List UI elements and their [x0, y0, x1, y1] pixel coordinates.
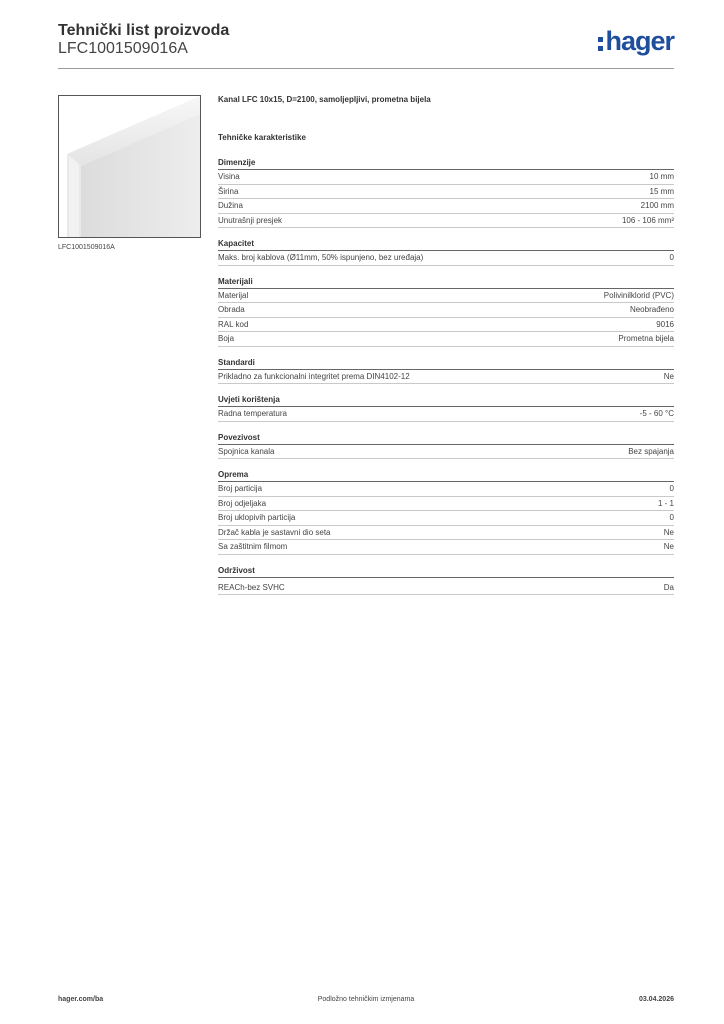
spec-value: Neobrađeno	[629, 305, 674, 314]
spec-value: Da	[663, 582, 674, 592]
spec-value: Polivinilklorid (PVC)	[603, 290, 674, 300]
section-title: Održivost	[218, 565, 674, 578]
spec-value: 106 - 106 mm²	[621, 215, 674, 225]
spec-row	[218, 289, 674, 304]
section-povezivost	[218, 432, 674, 460]
spec-row	[218, 303, 674, 318]
spec-label: Širina	[218, 186, 239, 196]
spec-label: Sa zaštitnim filmom	[218, 542, 288, 551]
spec-value: Ne	[663, 371, 674, 381]
section-title: Povezivost	[218, 432, 674, 445]
product-image	[58, 95, 201, 238]
logo-colon-icon	[598, 37, 603, 51]
document-title: Tehnički list proizvoda	[58, 22, 230, 39]
section-kapacitet	[218, 238, 674, 266]
spec-value: 1 - 1	[657, 498, 674, 508]
spec-row	[218, 497, 674, 512]
spec-label: Materijal	[218, 290, 249, 300]
spec-label: Broj odjeljaka	[218, 498, 267, 508]
spec-label: Unutrašnji presjek	[218, 215, 283, 225]
footer-date: 03.04.2026	[638, 996, 674, 1003]
spec-row	[218, 370, 674, 385]
product-name: Kanal LFC 10x15, D=2100, samoljepljivi, prometna bijela	[218, 95, 431, 104]
specifications	[218, 95, 674, 605]
spec-row	[218, 511, 674, 526]
section-title: Dimenzije	[218, 157, 674, 170]
spec-label: Maks. broj kablova (Ø11mm, 50% ispunjeno, bez uređaja)	[218, 253, 424, 262]
spec-row	[218, 526, 674, 541]
spec-row	[218, 214, 674, 229]
spec-value: 0	[669, 253, 674, 262]
spec-label: RAL kod	[218, 319, 249, 329]
tech-heading: Tehničke karakteristike	[218, 133, 306, 142]
spec-label: Prikladno za funkcionalni integritet prema DIN4102-12	[218, 371, 410, 381]
spec-row	[218, 407, 674, 422]
spec-label: Broj uklopivih particija	[218, 513, 296, 522]
spec-value: Ne	[663, 542, 674, 551]
spec-row	[218, 332, 674, 347]
spec-value: Bez spajanja	[628, 446, 674, 456]
spec-value: 0	[669, 513, 674, 522]
image-caption: LFC1001509016A	[58, 244, 115, 251]
spec-label: Držač kabla je sastavni dio seta	[218, 527, 331, 537]
cable-duct-image	[59, 96, 200, 237]
section-title: Uvjeti korištenja	[218, 394, 674, 407]
spec-label: Visina	[218, 172, 240, 181]
spec-value: 2100 mm	[640, 201, 674, 210]
section-title: Oprema	[218, 469, 674, 482]
section-oprema	[218, 469, 674, 555]
section-uvjeti-koristenja	[218, 394, 674, 422]
hager-logo	[598, 26, 674, 56]
section-title: Materijali	[218, 276, 674, 289]
section-title: Kapacitet	[218, 238, 674, 251]
spec-row	[218, 581, 674, 596]
spec-value: Ne	[663, 527, 674, 537]
header-divider	[58, 68, 674, 69]
page-header	[58, 20, 674, 68]
spec-row	[218, 251, 674, 266]
section-odrzivost	[218, 565, 674, 596]
spec-row	[218, 170, 674, 185]
spec-row	[218, 318, 674, 333]
spec-label: Spojnica kanala	[218, 446, 275, 456]
spec-row	[218, 445, 674, 460]
section-materijali	[218, 276, 674, 347]
section-title: Standardi	[218, 357, 674, 370]
spec-value: Prometna bijela	[618, 334, 674, 343]
section-standardi	[218, 357, 674, 385]
spec-row	[218, 185, 674, 200]
spec-value: 10 mm	[649, 172, 674, 181]
spec-label: Radna temperatura	[218, 409, 287, 418]
spec-label: Dužina	[218, 201, 243, 210]
spec-value: 0	[669, 484, 674, 493]
footer-website: hager.com/ba	[58, 996, 104, 1003]
section-dimenzije	[218, 157, 674, 228]
page-footer	[58, 996, 674, 1008]
spec-value: 9016	[656, 319, 674, 329]
product-code: LFC1001509016A	[58, 40, 188, 57]
spec-row	[218, 540, 674, 555]
spec-row	[218, 199, 674, 214]
footer-notice: Podložno tehničkim izmjenama	[317, 996, 415, 1003]
spec-value: 15 mm	[649, 186, 674, 196]
spec-row	[218, 482, 674, 497]
logo-text: hager	[605, 26, 674, 56]
spec-label: Obrada	[218, 305, 245, 314]
spec-label: REACh-bez SVHC	[218, 582, 285, 592]
spec-label: Broj particija	[218, 484, 263, 493]
spec-value: -5 - 60 °C	[639, 409, 674, 418]
spec-label: Boja	[218, 334, 235, 343]
